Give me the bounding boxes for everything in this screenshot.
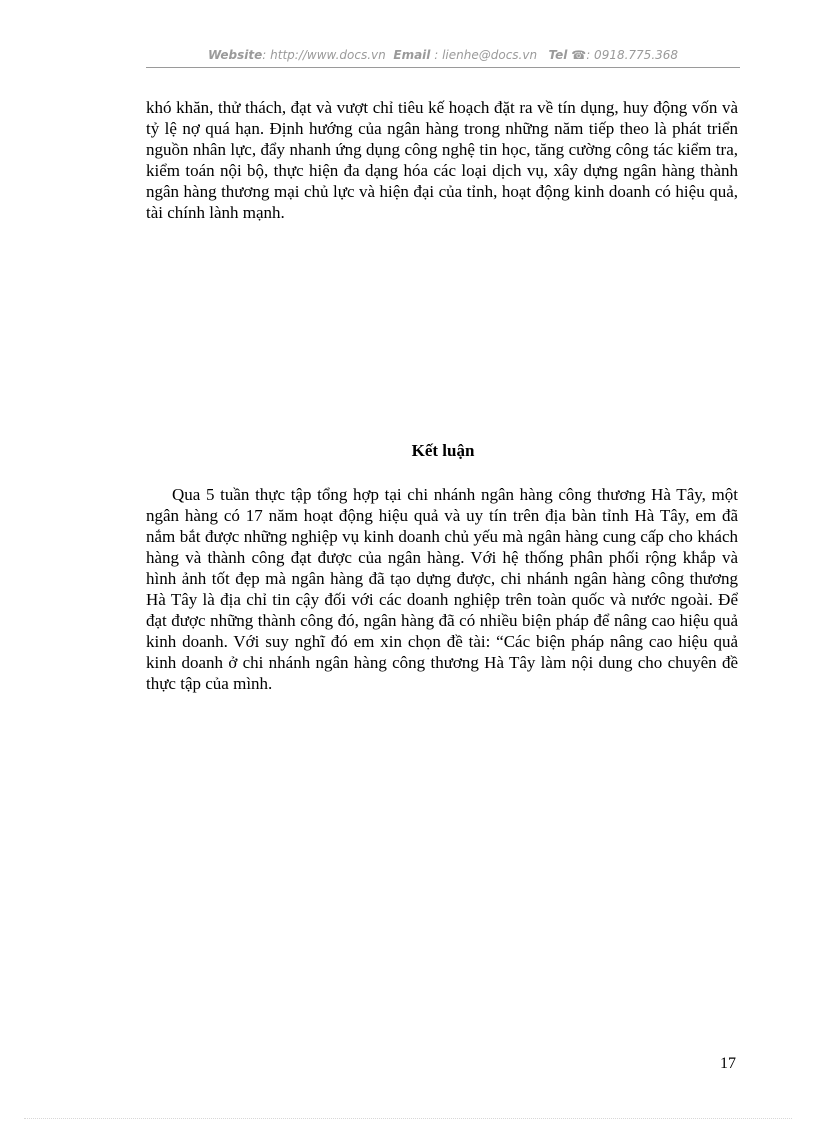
email-label: Email [393,48,431,62]
website-text: : http://www.docs.vn [262,48,386,62]
page-header [146,48,740,62]
phone-icon: ☎ [571,48,587,62]
body-paragraph-2: Qua 5 tuần thực tập tổng hợp tại chi nhánh ngân hàng công thương Hà Tây, một ngân hàng có 17 năm hoạt động hiệu quả và uy tín trên địa bàn tỉnh Hà Tây, em đã nắm bắt được những nghiệp vụ kinh doanh chủ yếu mà ngân hàng cung cấp cho khách hàng và thành công đạt được của ngân hàng. Với hệ thống phân phối rộng khắp và hình ảnh tốt đẹp mà ngân hàng đã tạo dựng được, chi nhánh ngân hàng công thương Hà Tây là địa chỉ tin cậy đối với các doanh nghiệp trên toàn quốc và nước ngoài. Để đạt được những thành công đó, ngân hàng đã có nhiều biện pháp để nâng cao hiệu quả kinh doanh. Với suy nghĩ đó em xin chọn đề tài: “Các biện pháp nâng cao hiệu quả kinh doanh ở chi nhánh ngân hàng công thương Hà Tây làm nội dung cho chuyên đề thực tập của mình. [146,485,738,693]
tel-text: : 0918.775.368 [586,48,679,62]
tel-label: Tel [548,48,568,62]
section-heading: Kết luận [411,441,475,460]
header-divider [146,67,740,68]
website-label: Website [207,48,263,62]
email-text: : lienhe@docs.vn [434,48,538,62]
page-number: 17 [720,1055,736,1072]
bottom-divider [24,1118,792,1119]
body-paragraph-1: khó khăn, thử thách, đạt và vượt chỉ tiêu kế hoạch đặt ra về tín dụng, huy động vốn và tỷ lệ nợ quá hạn. Định hướng của ngân hàng trong những năm tiếp theo là phát triển nguồn nhân lực, đẩy nhanh ứng dụng công nghệ tin học, tăng cường công tác kiểm tra, kiểm toán nội bộ, thực hiện đa dạng hóa các loại dịch vụ, xây dựng ngân hàng thành ngân hàng thương mại chủ lực và hiện đại của tỉnh, hoạt động kinh doanh có hiệu quả, tài chính lành mạnh. [146,98,738,222]
